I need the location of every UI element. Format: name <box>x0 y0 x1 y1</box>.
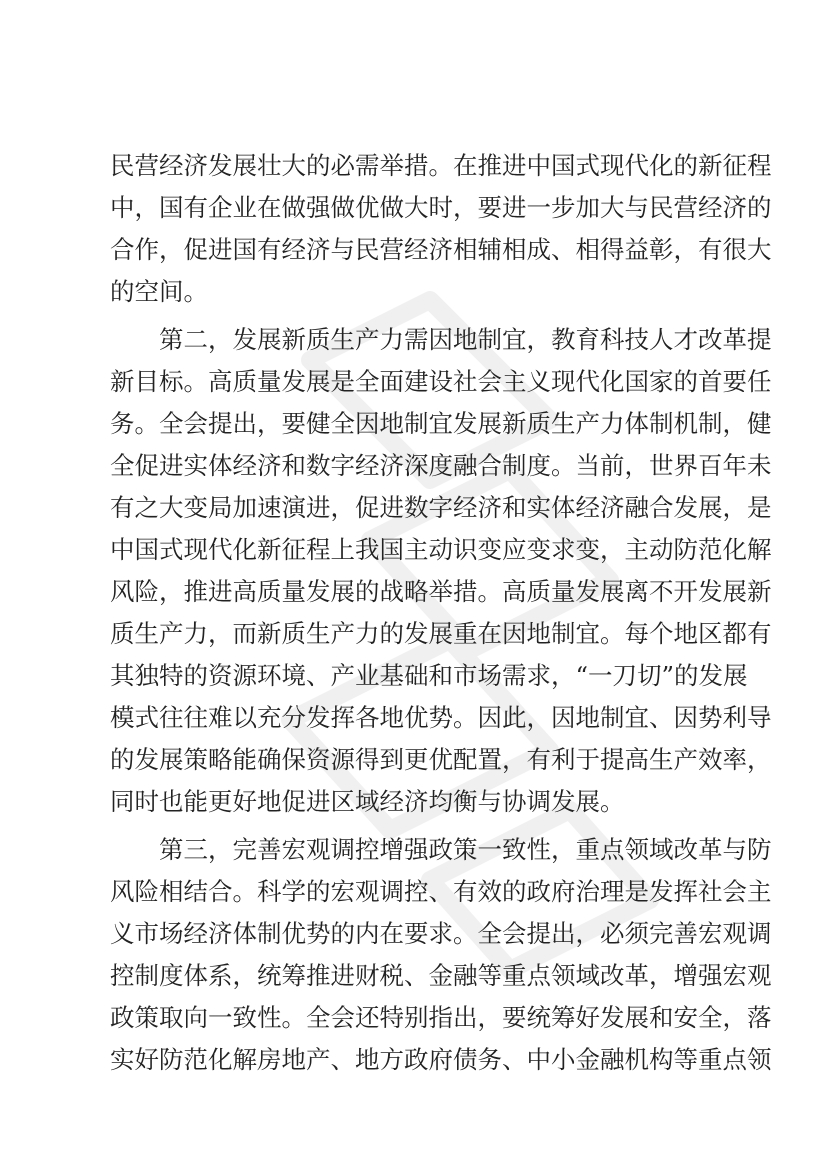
text-line: 有之大变局加速演进，促进数字经济和实体经济融合发展，是 <box>110 493 772 522</box>
text-line: 民营经济发展壮大的必需举措。在推进中国式现代化的新征程 <box>110 151 772 180</box>
text-line: 其独特的资源环境、产业基础和市场需求，“一刀切”的发展 <box>110 661 748 690</box>
paragraph-2 <box>110 319 772 823</box>
text-line: 合作，促进国有经济与民营经济相辅相成、相得益彰，有很大 <box>110 235 772 264</box>
text-line: 新目标。高质量发展是全面建设社会主义现代化国家的首要任 <box>110 367 772 396</box>
text-line: 中国式现代化新征程上我国主动识变应变求变，主动防范化解 <box>110 535 772 564</box>
text-line: 的发展策略能确保资源得到更优配置，有利于提高生产效率， <box>110 745 772 774</box>
text-line: 同时也能更好地促进区域经济均衡与协调发展。 <box>110 787 625 816</box>
text-line: 的空间。 <box>110 277 208 306</box>
text-line: 实好防范化解房地产、地方政府债务、中小金融机构等重点领 <box>110 1045 772 1074</box>
text-line: 控制度体系，统筹推进财税、金融等重点领域改革，增强宏观 <box>110 961 772 990</box>
text-line: 中，国有企业在做强做优做大时，要进一步加大与民营经济的 <box>110 193 772 222</box>
text-line: 义市场经济体制优势的内在要求。全会提出，必须完善宏观调 <box>110 919 772 948</box>
text-line: 第三，完善宏观调控增强政策一致性，重点领域改革与防 <box>159 835 772 864</box>
document-body <box>110 145 772 1081</box>
text-line: 第二，发展新质生产力需因地制宜，教育科技人才改革提 <box>159 325 772 354</box>
text-line: 全促进实体经济和数字经济深度融合制度。当前，世界百年未 <box>110 451 772 480</box>
paragraph-1 <box>110 145 772 313</box>
text-line: 风险相结合。科学的宏观调控、有效的政府治理是发挥社会主 <box>110 877 772 906</box>
text-line: 质生产力，而新质生产力的发展重在因地制宜。每个地区都有 <box>110 619 772 648</box>
text-line: 风险，推进高质量发展的战略举措。高质量发展离不开发展新 <box>110 577 772 606</box>
text-line: 政策取向一致性。全会还特别指出，要统筹好发展和安全，落 <box>110 1003 772 1032</box>
text-line: 务。全会提出，要健全因地制宜发展新质生产力体制机制，健 <box>110 409 772 438</box>
text-line: 模式往往难以充分发挥各地优势。因此，因地制宜、因势利导 <box>110 703 772 732</box>
paragraph-3 <box>110 829 772 1081</box>
